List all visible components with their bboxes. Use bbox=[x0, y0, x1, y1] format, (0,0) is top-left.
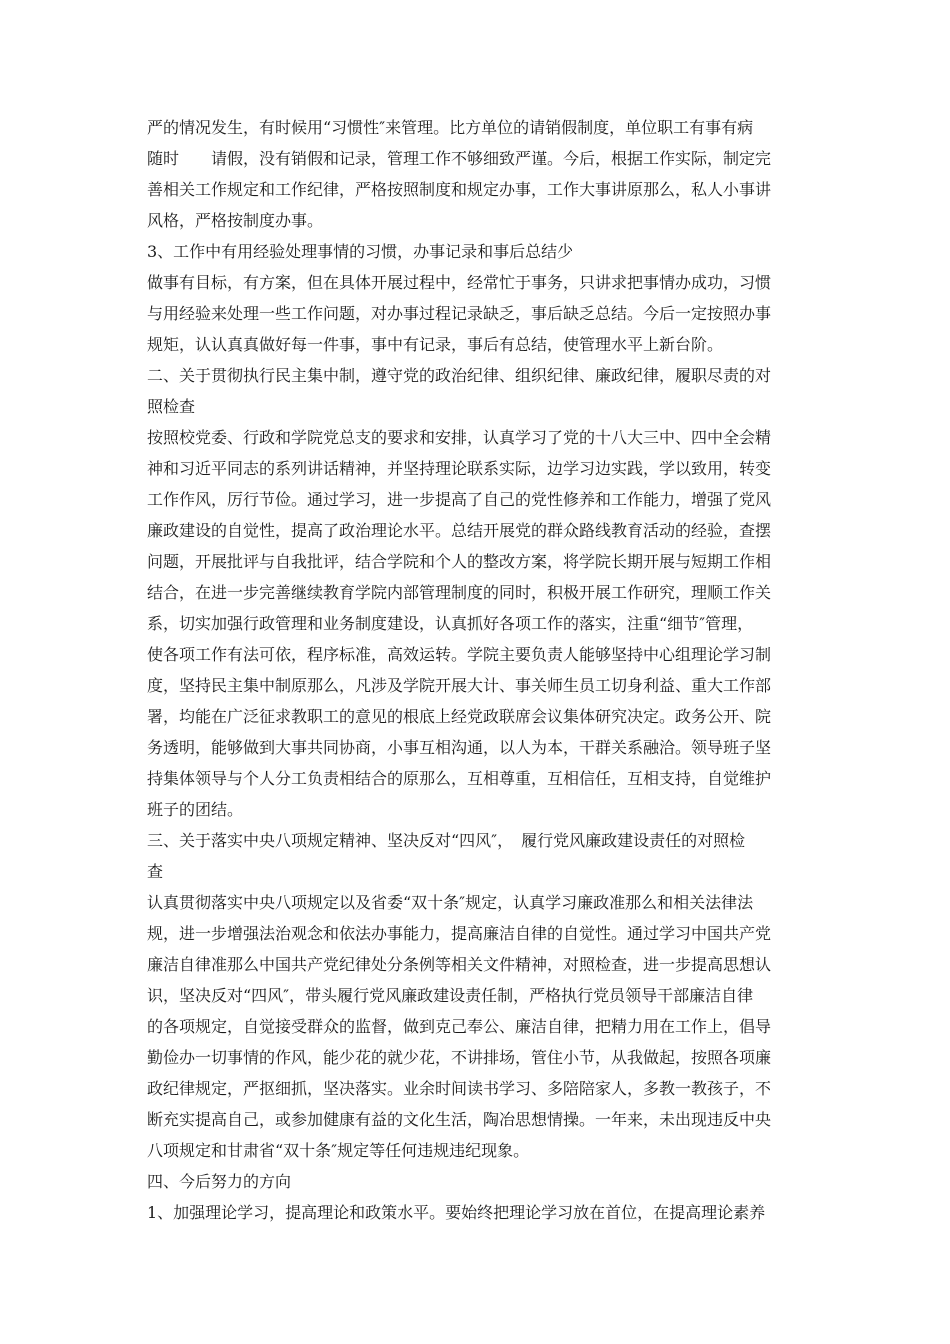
text-line: 班子的团结。 bbox=[147, 800, 244, 819]
section-heading: 三、关于落实中央八项规定精神、坚决反对“四风″， 履行党风廉政建设责任的对照检 bbox=[147, 831, 746, 850]
text-line: 与用经验来处理一些工作问题，对办事过程记录缺乏，事后缺乏总结。今后一定按照办事 bbox=[147, 304, 772, 323]
section-heading: 二、关于贯彻执行民主集中制，遵守党的政治纪律、组织纪律、廉政纪律，履职尽责的对 bbox=[147, 366, 772, 385]
text-line: 规矩，认认真真做好每一件事，事中有记录，事后有总结，使管理水平上新台阶。 bbox=[147, 335, 724, 354]
section-heading: 四、今后努力的方向 bbox=[147, 1172, 292, 1191]
text-line: 做事有目标，有方案，但在具体开展过程中，经常忙于事务，只讲求把事情办成功，习惯 bbox=[147, 273, 772, 292]
section-heading: 3、工作中有用经验处理事情的习惯，办事记录和事后总结少 bbox=[147, 242, 574, 261]
text-line: 廉洁自律准那么中国共产党纪律处分条例等相关文件精神，对照检查，进一步提高思想认 bbox=[147, 955, 772, 974]
text-line: 按照校党委、行政和学院党总支的要求和安排，认真学习了党的十八大三中、四中全会精 bbox=[147, 428, 772, 447]
text-line: 识，坚决反对“四风″，带头履行党风廉政建设责任制，严格执行党员领导干部廉洁自律 bbox=[147, 986, 754, 1005]
text-line: 严的情况发生，有时候用“习惯性″来管理。比方单位的请销假制度，单位职工有事有病 bbox=[147, 118, 754, 137]
section-heading: 照检查 bbox=[147, 397, 196, 416]
text-line: 度，坚持民主集中制原那么，凡涉及学院开展大计、事关师生员工切身利益、重大工作部 bbox=[147, 676, 772, 695]
text-line: 结合，在进一步完善继续教育学院内部管理制度的同时，积极开展工作研究，理顺工作关 bbox=[147, 583, 772, 602]
text-line: 问题，开展批评与自我批评，结合学院和个人的整改方案，将学院长期开展与短期工作相 bbox=[147, 552, 772, 571]
text-line: 八项规定和甘肃省“双十条″规定等任何违规违纪现象。 bbox=[147, 1141, 530, 1160]
text-line: 善相关工作规定和工作纪律，严格按照制度和规定办事，工作大事讲原那么，私人小事讲 bbox=[147, 180, 772, 199]
document-body bbox=[147, 112, 812, 1228]
text-line: 1、加强理论学习，提高理论和政策水平。要始终把理论学习放在首位，在提高理论素养 bbox=[147, 1203, 766, 1222]
text-line: 持集体领导与个人分工负责相结合的原那么，互相尊重，互相信任，互相支持，自觉维护 bbox=[147, 769, 772, 788]
text-line: 的各项规定，自觉接受群众的监督，做到克己奉公、廉洁自律，把精力用在工作上，倡导 bbox=[147, 1017, 772, 1036]
text-line: 务透明，能够做到大事共同协商，小事互相沟通，以人为本，干群关系融洽。领导班子坚 bbox=[147, 738, 772, 757]
text-line: 署，均能在广泛征求教职工的意见的根底上经党政联席会议集体研究决定。政务公开、院 bbox=[147, 707, 772, 726]
text-line: 随时 请假，没有销假和记录，管理工作不够细致严谨。今后，根据工作实际，制定完 bbox=[147, 149, 772, 168]
text-line: 廉政建设的自觉性，提高了政治理论水平。总结开展党的群众路线教育活动的经验，查摆 bbox=[147, 521, 772, 540]
text-line: 政纪律规定，严抠细抓，坚决落实。业余时间读书学习、多陪陪家人，多教一教孩子，不 bbox=[147, 1079, 772, 1098]
text-line: 勤俭办一切事情的作风，能少花的就少花，不讲排场，管住小节，从我做起，按照各项廉 bbox=[147, 1048, 772, 1067]
text-line: 断充实提高自己，或参加健康有益的文化生活，陶冶思想情操。一年来，未出现违反中央 bbox=[147, 1110, 772, 1129]
section-heading: 查 bbox=[147, 862, 164, 881]
text-line: 系，切实加强行政管理和业务制度建设，认真抓好各项工作的落实，注重“细节″管理， bbox=[147, 614, 754, 633]
text-line: 认真贯彻落实中央八项规定以及省委“双十条″规定，认真学习廉政准那么和相关法律法 bbox=[147, 893, 754, 912]
text-line: 工作作风，厉行节俭。通过学习，进一步提高了自己的党性修养和工作能力，增强了党风 bbox=[147, 490, 772, 509]
text-line: 风格，严格按制度办事。 bbox=[147, 211, 324, 230]
text-line: 神和习近平同志的系列讲话精神，并坚持理论联系实际，边学习边实践，学以致用，转变 bbox=[147, 459, 772, 478]
text-line: 规，进一步增强法治观念和依法办事能力，提高廉洁自律的自觉性。通过学习中国共产党 bbox=[147, 924, 772, 943]
text-line: 使各项工作有法可依，程序标准，高效运转。学院主要负责人能够坚持中心组理论学习制 bbox=[147, 645, 772, 664]
